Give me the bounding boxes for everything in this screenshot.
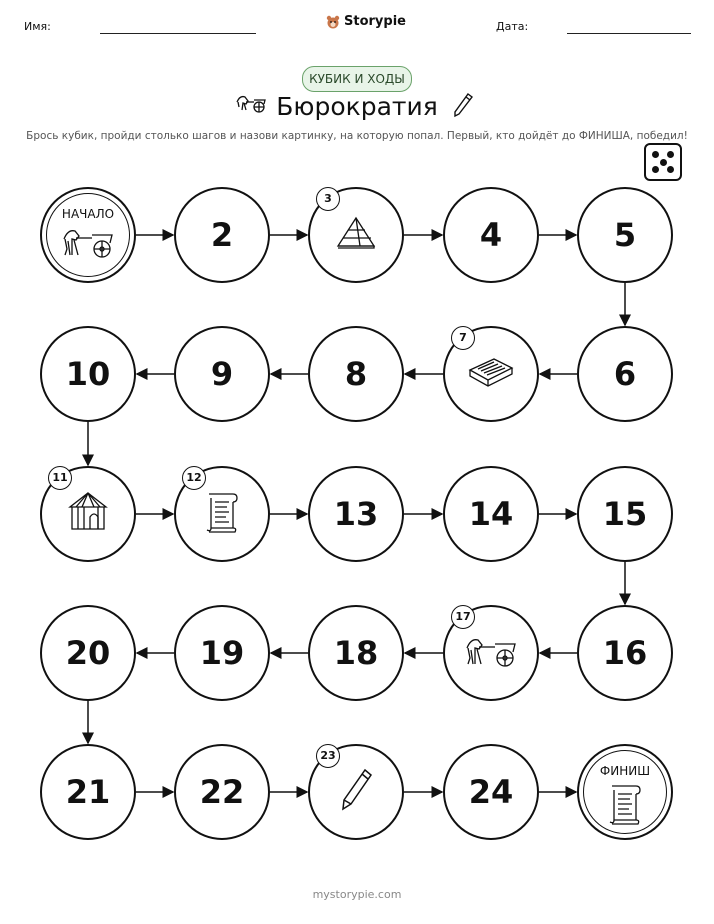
board-space xyxy=(577,326,673,422)
board-space xyxy=(308,187,404,283)
space-number: 10 xyxy=(65,355,111,393)
space-number: 19 xyxy=(199,634,245,672)
board-space xyxy=(443,744,539,840)
space-number-badge: 11 xyxy=(48,466,72,490)
space-number-badge: 23 xyxy=(316,744,340,768)
board-space xyxy=(40,466,136,562)
space-number: 22 xyxy=(199,773,245,811)
date-label: Дата: xyxy=(496,20,529,33)
board-space xyxy=(443,605,539,701)
space-number: 16 xyxy=(602,634,648,672)
category-badge: КУБИК И ХОДЫ xyxy=(302,66,412,92)
hut-icon xyxy=(66,491,110,537)
instructions: Брось кубик, пройди столько шагов и назови картинку, на которую попал. Первый, кто дойдёт до ФИНИША, победил! xyxy=(26,130,688,142)
board-space xyxy=(308,605,404,701)
board-space xyxy=(577,187,673,283)
space-number: 13 xyxy=(333,495,379,533)
scroll-icon xyxy=(608,782,642,830)
space-number: 4 xyxy=(479,216,503,254)
name-label: Имя: xyxy=(24,20,51,33)
board-space xyxy=(174,605,270,701)
space-label: ФИНИШ xyxy=(599,764,651,778)
space-label: НАЧАЛО xyxy=(61,207,115,221)
board-space xyxy=(443,326,539,422)
footer-url[interactable]: mystorypie.com xyxy=(312,888,402,901)
board-space xyxy=(443,466,539,562)
board-space xyxy=(174,466,270,562)
space-number: 15 xyxy=(602,495,648,533)
chariot-icon xyxy=(60,225,116,263)
space-number: 18 xyxy=(333,634,379,672)
board-space xyxy=(577,466,673,562)
space-number: 24 xyxy=(468,773,514,811)
board-space xyxy=(308,466,404,562)
space-number: 14 xyxy=(468,495,514,533)
space-number-badge: 3 xyxy=(316,187,340,211)
space-number: 21 xyxy=(65,773,111,811)
clay-tablet-icon xyxy=(466,356,516,392)
space-number-badge: 17 xyxy=(451,605,475,629)
space-number: 8 xyxy=(344,355,368,393)
scroll-icon xyxy=(205,490,239,538)
space-number-badge: 7 xyxy=(451,326,475,350)
board-space xyxy=(40,605,136,701)
board-space xyxy=(308,744,404,840)
space-number: 9 xyxy=(210,355,234,393)
board-space xyxy=(308,326,404,422)
pyramid-icon xyxy=(336,216,376,254)
chariot-icon xyxy=(463,634,519,672)
board-space xyxy=(40,326,136,422)
board-space xyxy=(577,605,673,701)
board-space xyxy=(174,187,270,283)
space-number: 2 xyxy=(210,216,234,254)
page-title: Бюрократия xyxy=(276,92,438,121)
board-space xyxy=(174,326,270,422)
board-space xyxy=(174,744,270,840)
space-number: 6 xyxy=(613,355,637,393)
space-number: 5 xyxy=(613,216,637,254)
space-number: 20 xyxy=(65,634,111,672)
pencil-icon xyxy=(339,768,373,816)
board-space xyxy=(40,744,136,840)
finish-space xyxy=(577,744,673,840)
board-space xyxy=(443,187,539,283)
start-space xyxy=(40,187,136,283)
space-number-badge: 12 xyxy=(182,466,206,490)
logo-text: Storypie xyxy=(344,14,406,29)
